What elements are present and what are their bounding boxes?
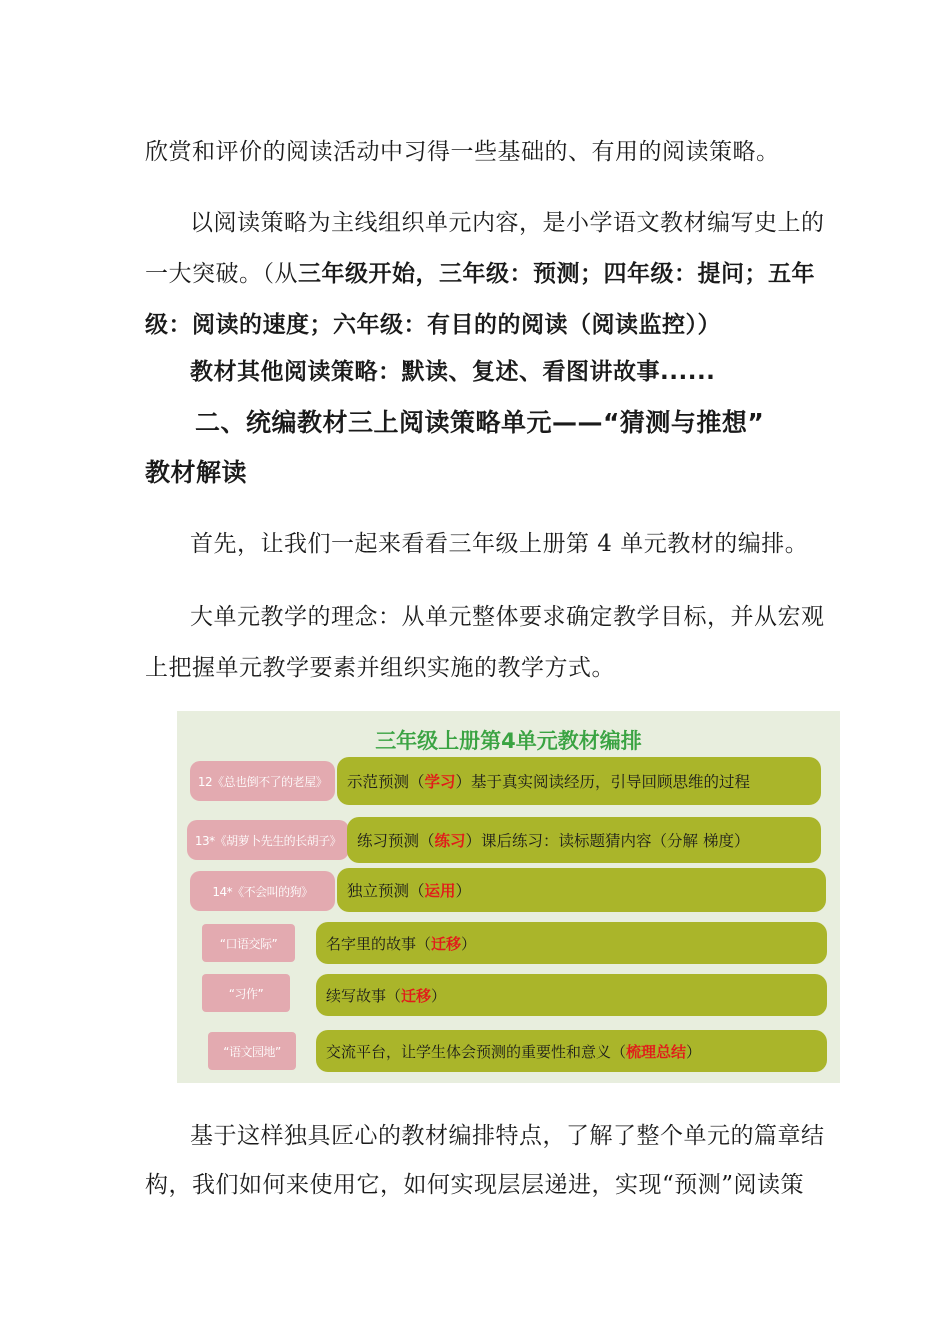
activity-tag: “语文园地”	[208, 1032, 296, 1070]
paragraph-line: 欣赏和评价的阅读活动中习得一些基础的、有用的阅读策略。	[145, 139, 780, 165]
paragraph-bold-text: 三年级开始，三年级：预测；四年级：提问；五年	[298, 261, 815, 287]
section-heading: 教材解读	[145, 458, 248, 487]
paragraph-line: 上把握单元教学要素并组织实施的教学方式。	[145, 655, 615, 681]
paragraph-bold-line: 教材其他阅读策略：默读、复述、看图讲故事......	[190, 359, 716, 385]
lesson-tag: 13*《胡萝卜先生的长胡子》	[187, 820, 349, 860]
paragraph-text: 一大突破。（从	[145, 261, 298, 287]
paragraph-line	[145, 259, 815, 289]
paragraph-line: 基于这样独具匠心的教材编排特点，了解了整个单元的篇章结	[190, 1123, 825, 1149]
strategy-bar: 续写故事（ 迁移 ）	[316, 974, 827, 1016]
paragraph-line: 首先，让我们一起来看看三年级上册第 4 单元教材的编排。	[190, 531, 809, 557]
strategy-bar: 练习预测（ 练习 ）课后练习：读标题猜内容（分解 梯度）	[347, 817, 821, 863]
figure-title: 三年级上册第4单元教材编排	[375, 729, 642, 753]
paragraph-line: 构，我们如何来使用它，如何实现层层递进，实现“预测”阅读策	[145, 1172, 805, 1198]
paragraph-line: 大单元教学的理念：从单元整体要求确定教学目标，并从宏观	[190, 604, 825, 630]
strategy-bar: 交流平台，让学生体会预测的重要性和意义（ 梳理总结 ）	[316, 1030, 827, 1072]
lesson-tag: 14*《不会叫的狗》	[190, 871, 335, 911]
section-heading: 二、统编教材三上阅读策略单元——“猜测与推想”	[195, 408, 765, 437]
strategy-bar: 示范预测（ 学习 ）基于真实阅读经历，引导回顾思维的过程	[337, 757, 821, 805]
paragraph-line: 以阅读策略为主线组织单元内容，是小学语文教材编写史上的	[190, 210, 825, 236]
activity-tag: “口语交际”	[202, 924, 295, 962]
paragraph-bold-line: 级：阅读的速度；六年级：有目的的阅读（阅读监控））	[145, 312, 721, 338]
strategy-bar: 独立预测（ 运用 ）	[337, 868, 826, 912]
strategy-bar: 名字里的故事（ 迁移 ）	[316, 922, 827, 964]
unit-arrangement-figure	[177, 711, 840, 1083]
activity-tag: “习作”	[202, 974, 290, 1012]
lesson-tag: 12《总也倒不了的老屋》	[190, 761, 335, 801]
